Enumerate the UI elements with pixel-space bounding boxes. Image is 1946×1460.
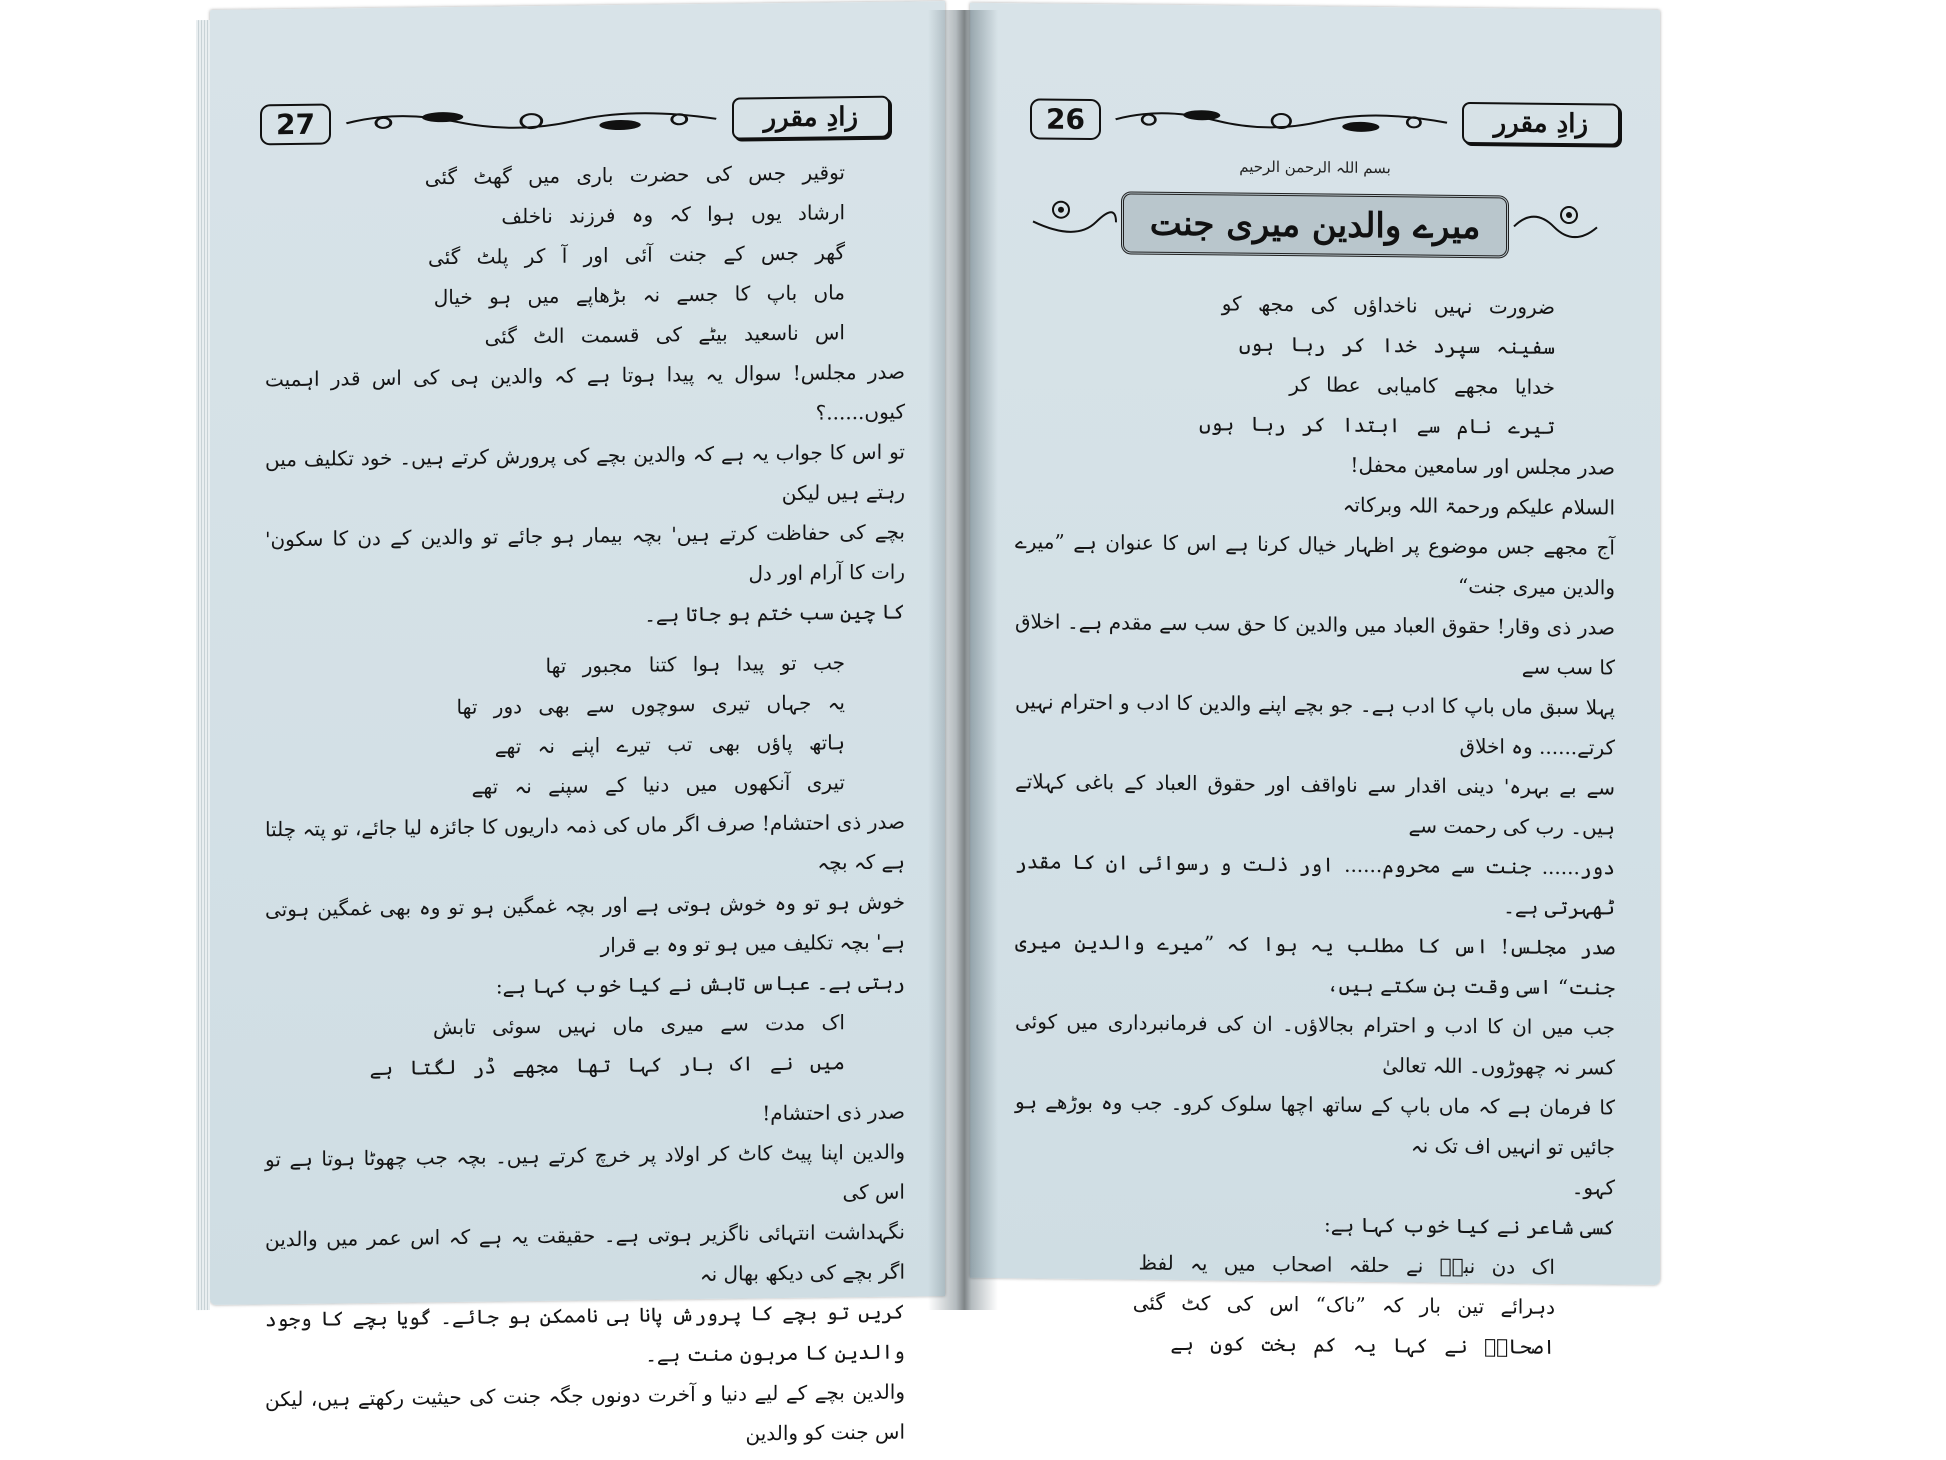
page-number: 26 — [1030, 98, 1101, 140]
prose-line: خوش ہو تو وہ خوش ہوتی ہے اور بچہ غمگین ہو تو وہ بھی غمگین ہوتی ہے' بچہ تکلیف میں ہو تو وہ بے قرار — [265, 889, 905, 958]
prose-line: صدر ذی احتشام! — [762, 1099, 905, 1126]
floral-ornament-icon — [1109, 104, 1454, 138]
page-edges — [196, 20, 210, 1310]
verse-line: توقیر جس کی حضرت باری میں گھٹ گئی — [424, 160, 845, 190]
prose-line: نگہداشت انتہائی ناگزیر ہوتی ہے۔ حقیقت یہ ہے کہ اس عمر میں والدین اگر بچے کی دیکھ بھال نہ — [265, 1219, 905, 1287]
prose-line: کا فرمان ہے کہ ماں باپ کے ساتھ اچھا سلوک کرو۔ جب وہ بوڑھے ہو جائیں تو انہیں اف تک نہ — [1015, 1089, 1615, 1160]
open-book — [210, 10, 1665, 1446]
prose-line: صدر ذی احتشام! صرف اگر ماں کی ذمہ داریوں کا جائزہ لیا جائے، تو پتہ چلتا ہے کہ بچہ — [265, 809, 905, 875]
left-page-text — [265, 152, 905, 1460]
prose-line: آج مجھے جس موضوع پر اظہار خیال کرنا ہے اس کا عنوان ہے ”میرے والدین میری جنت“ — [1015, 529, 1615, 600]
prose-line: کا چین سب ختم ہو جاتا ہے۔ — [644, 599, 905, 627]
right-page-header — [1030, 93, 1620, 149]
verse-line: ضرورت نہیں ناخداؤں کی مجھ کو — [1221, 291, 1555, 319]
verse-line: یہ جہاں تیری سوچوں سے بھی دور تھا — [456, 690, 845, 719]
prose-line: دور...... جنت سے محروم...... اور ذلت و رسوائی ان کا مقدر ٹھہرتی ہے۔ — [1015, 849, 1615, 920]
bismillah: بسم اللہ الرحمن الرحیم — [1239, 157, 1391, 178]
verse-line: تیرے نام سے ابتدا کر رہا ہوں — [1199, 411, 1555, 439]
prose-line: والدین بچے کے لیے دنیا و آخرت دونوں جگہ جنت کی حیثیت رکھتے ہیں، لیکن اس جنت کو والدین — [265, 1379, 905, 1446]
verse-line: جب تو پیدا ہوا کتنا مجبور تھا — [545, 650, 845, 678]
prose-line: کسی شاعر نے کیا خوب کہا ہے: — [1324, 1212, 1615, 1240]
verse-line: تیری آنکھوں میں دنیا کے سپنے نہ تھے — [471, 770, 845, 799]
left-page-header — [260, 92, 890, 150]
verse-line: اک دن نبیؐ نے حلقہ اصحاب میں یہ لفظ — [1138, 1250, 1555, 1279]
verse-line: ماں باپ کا جسے نہ بڑھاپے میں ہو خیال — [433, 280, 845, 310]
right-page-text — [1015, 153, 1615, 1367]
verse-line: ارشاد یوں ہوا کہ وہ فرزند ناخلف — [501, 200, 845, 229]
chapter-title: میرے والدین میری جنت — [1121, 191, 1510, 258]
right-page — [970, 3, 1660, 1359]
prose-line: صدر مجلس! اس کا مطلب یہ ہوا کہ ”میرے والدین میری جنت“ اسی وقت بن سکتے ہیں، — [1015, 929, 1615, 1000]
verse-line: گھر جس کے جنت آئی اور آ کر پلٹ گئی — [428, 240, 845, 270]
prose-line: کریں تو بچے کا پرورش پانا ہی ناممکن ہو جائے۔ گویا بچے کا وجود والدین کا مرہون منت ہے۔ — [265, 1299, 905, 1367]
prose-line: والدین اپنا پیٹ کاٹ کر اولاد پر خرچ کرتے ہیں۔ بچہ جب چھوٹا ہوتا ہے تو اس کی — [265, 1139, 905, 1205]
prose-line: تو اس کا جواب یہ ہے کہ والدین بچے کی پرورش کرتے ہیں۔ خود تکلیف میں رہتے ہیں لیکن — [265, 439, 905, 506]
prose-line: السلام علیکم ورحمۃ اللہ وبرکاتہ — [1342, 492, 1615, 520]
verse-line: سفینہ سپرد خدا کر رہا ہوں — [1238, 331, 1555, 359]
verse-line: اصحابؓ نے کہا یہ کم بخت کون ہے — [1170, 1330, 1555, 1359]
verse-line: اک مدت سے میری ماں نہیں سوئی تابش — [432, 1010, 845, 1040]
verse-line: میں نے اک بار کہا تھا مجھے ڈر لگتا ہے — [369, 1050, 845, 1081]
flower-ornament-icon — [1031, 191, 1121, 252]
prose-line: صدر مجلس اور سامعین محفل! — [1350, 452, 1615, 480]
prose-line: رہتی ہے۔ عباس تابش نے کیا خوب کہا ہے: — [495, 969, 905, 999]
prose-line: سے بے بہرہ' دینی اقدار سے ناواقف اور حقوق العباد کے باغی کہلاتے ہیں۔ رب کی رحمت سے — [1015, 769, 1615, 840]
chapter-heading — [1015, 181, 1615, 267]
flower-ornament-icon — [1509, 196, 1599, 257]
verse-line: اس ناسعید بیٹے کی قسمت الٹ گئی — [484, 320, 845, 349]
verse-line: ہاتھ پاؤں بھی تب تیرے اپنے نہ تھے — [494, 730, 845, 759]
prose-line: صدر ذی وقار! حقوق العباد میں والدین کا حق سب سے مقدم ہے۔ اخلاق کا سب سے — [1015, 609, 1615, 680]
verse-line: خدایا مجھے کامیابی عطا کر — [1289, 372, 1555, 399]
left-page — [210, 1, 945, 1446]
prose-line: بچے کی حفاظت کرتے ہیں' بچہ بیمار ہو جائے تو والدین کے دن کا سکون' رات کا آرام اور دل — [265, 519, 905, 586]
floral-ornament-icon — [339, 104, 724, 139]
prose-line: صدر مجلس! سوال یہ پیدا ہوتا ہے کہ والدین ہی کی اس قدر اہمیت کیوں......؟ — [265, 359, 905, 425]
verse-line: دہرائے تین بار کہ ”ناک“ اس کی کٹ گئی — [1132, 1290, 1555, 1319]
prose-line: جب میں ان کا ادب و احترام بجالاؤں۔ ان کی فرمانبرداری میں کوئی کسر نہ چھوڑوں۔ اللہ تعالیٰ — [1015, 1009, 1615, 1080]
book-title: زادِ مقرر — [1462, 102, 1620, 146]
prose-line: کہو۔ — [1571, 1175, 1615, 1200]
prose-line: پہلا سبق ماں باپ کا ادب ہے۔ جو بچے اپنے والدین کا ادب و احترام نہیں کرتے...... وہ اخلاق — [1015, 689, 1615, 760]
book-title: زادِ مقرر — [732, 96, 890, 140]
page-number: 27 — [260, 103, 331, 145]
